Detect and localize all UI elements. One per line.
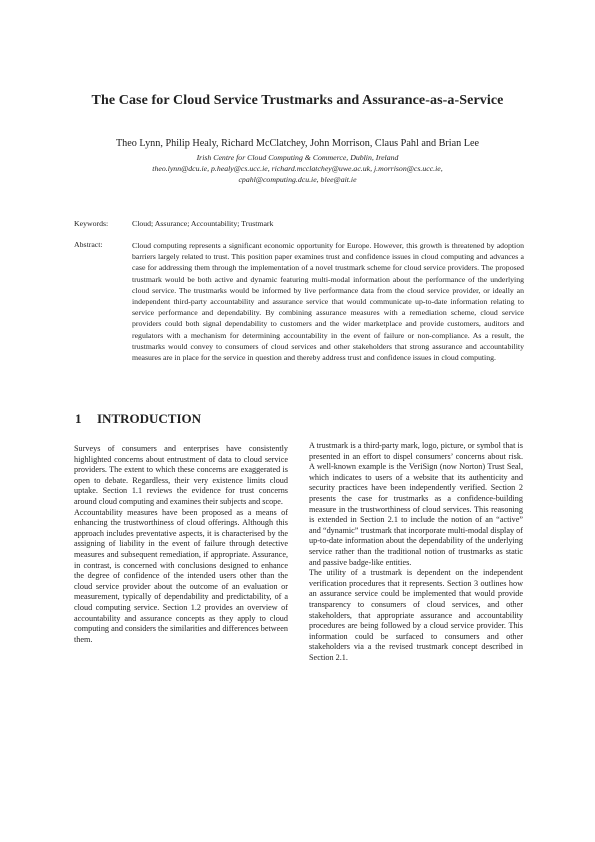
- affiliation-block: [0, 152, 595, 185]
- section-title: INTRODUCTION: [97, 411, 202, 426]
- section-number: 1: [75, 411, 82, 426]
- affiliation-emails-2: cpahl@computing.dcu.ie, blee@ait.ie: [238, 175, 357, 184]
- keywords-label: Keywords:: [74, 219, 109, 228]
- abstract-row: [74, 240, 524, 363]
- right-column: [309, 441, 523, 663]
- keywords-text: Cloud; Assurance; Accountability; Trustmark: [132, 219, 274, 228]
- paragraph: Accountability measures have been proposed as a means of enhancing the trustworthiness of cloud offerings. Although this approach includes preventative aspects, it is characterised by the assigning of liability in the event of failure through detective measures and subsequent remediation, if appropriate. Assurance, in contrast, is concerned with conclusions designed to enhance the degree of confidence of the intended users other than the cloud service provider about the outcome of an evaluation or measurement, typically of dependability and predictability, of a cloud computing service. Section 1.2 provides an overview of accountability and assurance concepts as they apply to cloud computing and considers the similarities and differences between them.: [74, 507, 288, 644]
- paragraph: The utility of a trustmark is dependent on the independent verification procedures that it represents. Section 3 outlines how an assurance service could be implemented that would provide transparency to consumers of cloud services, and other stakeholders, that appropriate assurance and accountability procedures are being followed by a cloud service provider. This information could be surfaced to consumers and other stakeholders via a the revised trustmark concept described in Section 2.1.: [309, 568, 523, 662]
- paragraph: Surveys of consumers and enterprises have consistently highlighted concerns about entrustment of data to cloud service providers. The extent to which these concerns are exaggerated is open to debate. Regardless, their very existence limits cloud uptake. Section 1.1 reviews the evidence for trust concerns around cloud computing and examines their subjects and scope.: [74, 444, 288, 506]
- abstract-label: Abstract:: [74, 240, 103, 249]
- section-heading: [75, 411, 288, 430]
- paragraph: A trustmark is a third-party mark, logo, picture, or symbol that is presented in an effort to dispel consumers’ concerns about risk. A well-known example is the VeriSign (now Norton) Trust Seal, which indicates to users of a website that its authenticity and security practices have been independently verified. Section 2 presents the case for trustmarks as a confidence-building measure in the trustworthiness of cloud services. This reasoning is extended in Section 2.1 to include the notion of an “active” and “dynamic” trustmark that incorporate multi-modal display of up-to-date information about the dependability of the underlying service rather than the traditional notion of trustmarks as static and passive badge-like entities.: [309, 441, 523, 567]
- affiliation-emails-1: theo.lynn@dcu.ie, p.healy@cs.ucc.ie, richard.mcclatchey@uwe.ac.uk, j.morrison@cs.ucc.ie,: [152, 164, 443, 173]
- affiliation-institution: Irish Centre for Cloud Computing & Commerce, Dublin, Ireland: [196, 153, 399, 162]
- author-list: Theo Lynn, Philip Healy, Richard McClatchey, John Morrison, Claus Pahl and Brian Lee: [115, 138, 480, 149]
- left-column: [74, 411, 288, 645]
- paper-title: The Case for Cloud Service Trustmarks and Assurance-as-a-Service: [91, 93, 504, 108]
- abstract-text: Cloud computing represents a significant economic opportunity for Europe. However, this growth is threatened by adoption barriers largely related to trust. This position paper examines trust and confidence issues in cloud computing and advances a case for addressing them through the implementation of a novel trustmark scheme for cloud service providers. The proposed trustmark would be both active and dynamic featuring multi-modal information about the performance of the underlying cloud service. The trustmarks would be informed by live performance data from the cloud service provider, or ideally an independent third-party accountability and assurance service that would communicate up-to-date information relating to service performance and dependability. By combining assurance measures with a remediation scheme, cloud service providers could both signal dependability to customers and the wider marketplace and provide customers, auditors and regulators with a mechanism for determining accountability in the event of failure or non-compliance. As a result, the trustmarks would convey to consumers of cloud services and other stakeholders that strong assurance and accountability measures are in place for the service in question and thereby address trust and confidence issues in cloud computing.: [132, 241, 524, 363]
